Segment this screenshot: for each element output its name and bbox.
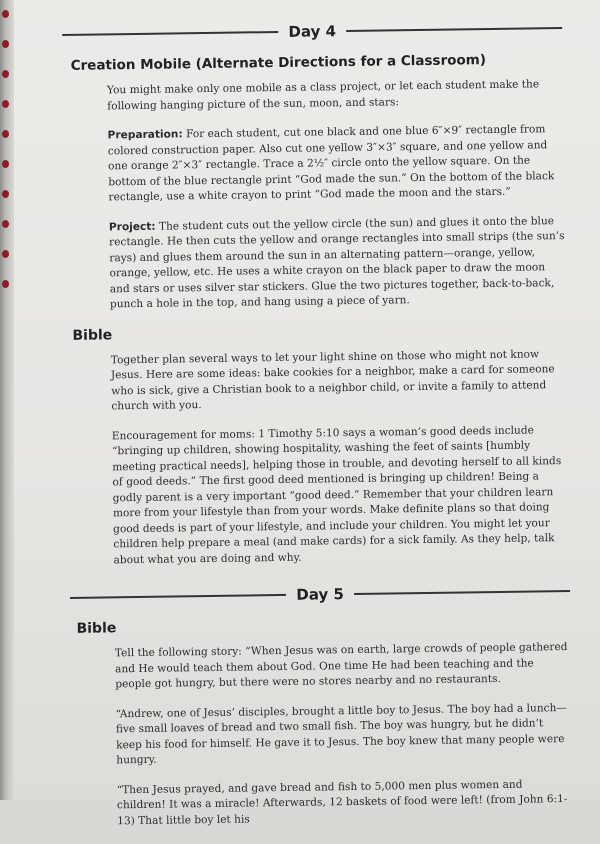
heading-rule-left [62,31,278,36]
day-5-heading [70,582,570,607]
day-4-label: Day 4 [288,22,337,41]
creation-mobile-heading: Creation Mobile (Alternate Directions for a Classroom) [70,52,487,74]
preparation-paragraph [108,122,565,206]
day-4-bible-heading: Bible [72,326,113,344]
preparation-label: Preparation: [107,128,183,142]
project-paragraph [109,213,566,312]
story-paragraph-1: Tell the following story: “When Jesus was on earth, large crowds of people gathered and He would teach them about God. One time He had been teaching and the people got hungry, but there were no stores nearby and no restaurants. [114,641,568,691]
mobile-intro: You might make only one mobile as a class project, or let each student make the following hanging picture of the sun, moon, and stars: [106,78,540,112]
spiral-binding [0,0,14,800]
day-5-label: Day 5 [296,585,344,604]
day-5-bible-heading: Bible [76,620,117,637]
heading-rule-right [346,27,562,32]
heading-rule-right [354,590,570,595]
day-4-heading [62,19,562,44]
story-paragraph-2: “Andrew, one of Jesus’ disciples, brought a little boy to Jesus. The boy had a lunch—five small loaves of bread and two small fish. The boy was hungry, but he didn’t keep his food for himself. He gave it to Jesus. The boy knew that many people were hungry. [115,701,568,767]
project-text: The student cuts out the yellow circle (the sun) and glues it onto the blue rectangle. He then cuts the yellow and orange rectangles into small strips (the sun’s rays) and glues them around the sun in an alternating pattern—orange, yellow, orange, yellow, etc. He uses a white crayon on the black paper to draw the moon and stars or uses silver star stickers. Glue the two pictures together, back-to-back, punch a hole in the top, and hang using a piece of yarn. [109,214,565,311]
story-paragraph-3: “Then Jesus prayed, and gave bread and fish to 5,000 men plus women and children! It was a miracle! Afterwards, 12 baskets of food were left! (from John 6:1-13) That little boy let his [116,778,568,827]
page-content [62,11,573,844]
heading-rule-left [70,594,286,599]
project-label: Project: [108,220,156,233]
bible-ideas-paragraph: Together plan several ways to let your light shine on those who might not know Jesus. Here are some ideas: bake cookies for a neighbor, make a card for someone who is sick, give a Christian book to a neighbor child, or invite a family to attend church with you. [110,347,555,413]
preparation-text: For each student, cut one black and one blue 6″×9″ rectangle from colored construction paper. Also cut one yellow 3″×3″ square, and one yellow and one orange 2″×3″ rectangle. Trace a 2½″ circle onto the yellow square. On the bottom of the blue rectangle print “God made the sun.” On the bottom of the black rectangle, use a white crayon to print “God made the moon and the stars.” [107,123,555,204]
encouragement-paragraph: Encouragement for moms: 1 Timothy 5:10 says a woman’s good deeds include “bringing up children, showing hospitality, washing the feet of saints [humbly meeting practical needs], helping those in trouble, and devoting herself to all kinds of good deeds.” The first good deed mentioned is bringing up children! Being a godly parent is a very important “good deed.” Remember that your children learn more from your lifestyle than from your words. Make definite plans so that doing good deeds is part of your lifestyle, and include your children. You might let your children help prepare a meal (and make cards) for a sick family. As they help, talk about what you are doing and why. [111,423,562,566]
